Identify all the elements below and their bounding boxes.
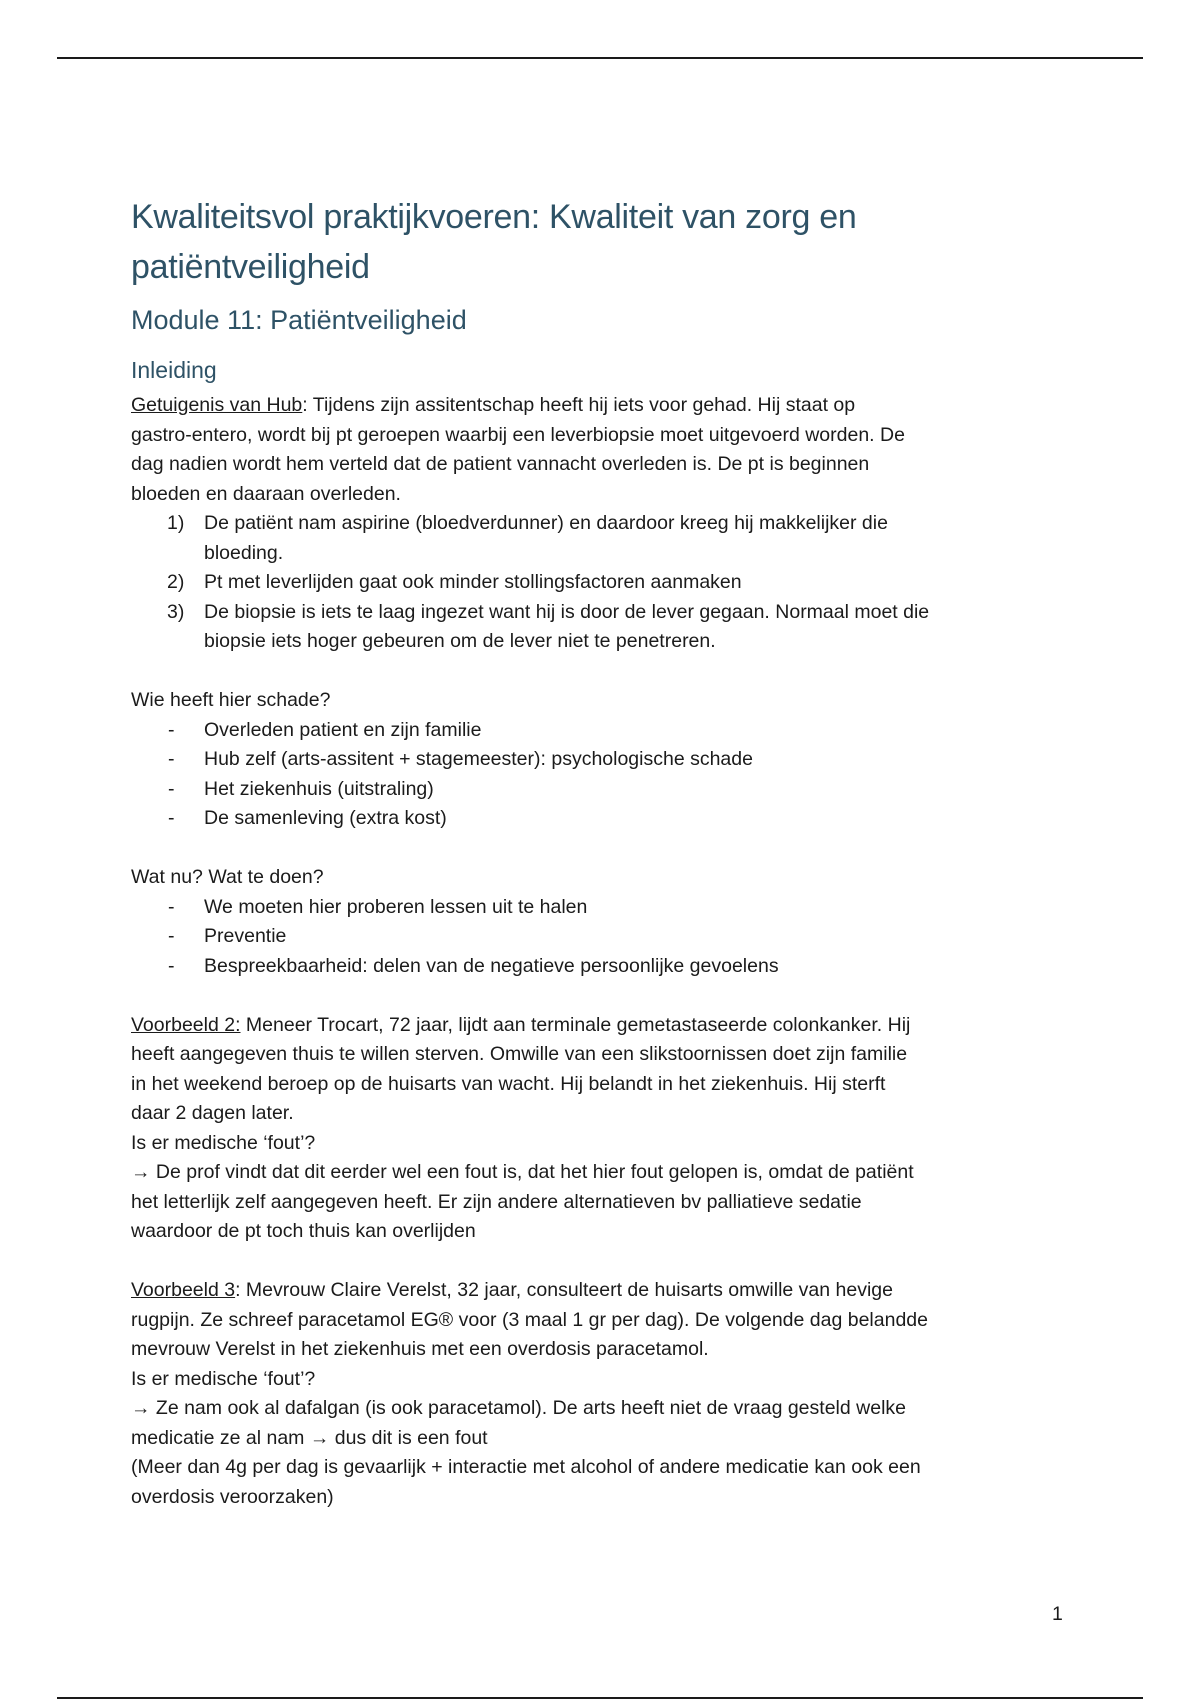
paragraph-line — [131, 1011, 1071, 1041]
list-item-text: Het ziekenhuis (uitstraling) — [204, 777, 434, 800]
dash-marker: - — [168, 777, 175, 800]
list-item — [131, 509, 1071, 568]
list-item — [131, 598, 1071, 657]
list-item-text: De biopsie is iets te laag ingezet want hij is door de lever gegaan. Normaal moet die — [204, 600, 930, 623]
dash-marker: - — [168, 954, 175, 977]
spacer — [131, 657, 1071, 687]
list-item — [131, 775, 1071, 805]
list-marker: 1) — [167, 512, 185, 534]
paragraph-line: → De prof vindt dat dit eerder wel een fout is, dat het hier fout gelopen is, omdat de patiënt — [131, 1161, 914, 1183]
hub-numbered-list — [131, 509, 1071, 657]
spacer — [131, 1247, 1071, 1277]
list-item — [131, 804, 1071, 834]
paragraph-line: mevrouw Verelst in het ziekenhuis met een overdosis paracetamol. — [131, 1338, 709, 1360]
paragraph-line — [131, 1276, 1071, 1306]
schade-list — [131, 716, 1071, 834]
list-item — [131, 952, 1071, 982]
dash-marker: - — [168, 718, 175, 741]
paragraph-line: gastro-entero, wordt bij pt geroepen waarbij een leverbiopsie moet uitgevoerd worden. De — [131, 423, 905, 446]
list-item-text: biopsie iets hoger gebeuren om de lever niet te penetreren. — [204, 630, 716, 652]
text-fragment: Meneer Trocart, 72 jaar, lijdt aan terminale gemetastaseerde colonkanker. Hij — [240, 1013, 911, 1036]
list-item — [131, 716, 1071, 746]
list-item-text: Pt met leverlijden gaat ook minder stollingsfactoren aanmaken — [204, 571, 742, 593]
list-marker: 3) — [167, 600, 185, 623]
dash-marker: - — [168, 807, 175, 829]
list-item-text: We moeten hier proberen lessen uit te halen — [204, 895, 588, 918]
list-item — [131, 568, 1071, 598]
voorbeeld-2-paragraph — [131, 1011, 1071, 1247]
list-item-text: Hub zelf (arts-assitent + stagemeester): psychologische schade — [204, 748, 753, 770]
paragraph-line: medicatie ze al nam → dus dit is een fout — [131, 1426, 488, 1449]
title-line-2: patiëntveiligheid — [131, 248, 370, 286]
dash-marker: - — [168, 895, 175, 918]
page-number: 1 — [1052, 1603, 1063, 1625]
paragraph-line: → Ze nam ook al dafalgan (is ook paracetamol). De arts heeft niet de vraag gesteld welke — [131, 1397, 906, 1419]
title-line-1: Kwaliteitsvol praktijkvoeren: Kwaliteit van zorg en — [131, 198, 857, 236]
paragraph-line: rugpijn. Ze schreef paracetamol EG® voor (3 maal 1 gr per dag). De volgende dag belandde — [131, 1308, 928, 1331]
list-item-text: De patiënt nam aspirine (bloedverdunner) en daardoor kreeg hij makkelijker die — [204, 512, 888, 534]
list-item-text: bloeding. — [204, 541, 284, 564]
dash-marker: - — [168, 748, 175, 770]
list-item-text: Preventie — [204, 925, 287, 947]
document-title — [131, 192, 1071, 292]
list-item — [131, 745, 1071, 775]
hub-label: Getuigenis van Hub — [131, 394, 303, 416]
voorbeeld-3-paragraph — [131, 1276, 1071, 1512]
spacer — [131, 834, 1071, 864]
dash-marker: - — [168, 925, 175, 947]
paragraph-line: (Meer dan 4g per dag is gevaarlijk + interactie met alcohol of andere medicatie kan ook een — [131, 1456, 921, 1478]
paragraph-line: in het weekend beroep op de huisarts van wacht. Hij belandt in het ziekenhuis. Hij sterft — [131, 1072, 886, 1095]
list-item-text: Overleden patient en zijn familie — [204, 718, 482, 741]
paragraph-line: waardoor de pt toch thuis kan overlijden — [131, 1220, 476, 1242]
watnu-question: Wat nu? Wat te doen? — [131, 866, 324, 888]
list-item-text: De samenleving (extra kost) — [204, 807, 447, 829]
paragraph-line: Is er medische ‘fout’? — [131, 1367, 316, 1390]
paragraph-line: dag nadien wordt hem verteld dat de patient vannacht overleden is. De pt is beginnen — [131, 453, 870, 475]
watnu-list — [131, 893, 1071, 982]
spacer — [131, 981, 1071, 1011]
text-fragment: : Mevrouw Claire Verelst, 32 jaar, consulteert de huisarts omwille van hevige — [235, 1279, 893, 1301]
document-page — [131, 192, 1071, 1512]
bottom-rule — [57, 1697, 1143, 1699]
paragraph-line: bloeden en daaraan overleden. — [131, 482, 401, 505]
paragraph-line: Is er medische ‘fout’? — [131, 1131, 316, 1154]
paragraph-line — [131, 391, 1071, 421]
top-rule — [57, 57, 1143, 59]
list-item — [131, 893, 1071, 923]
paragraph-line: overdosis veroorzaken) — [131, 1485, 334, 1508]
voorbeeld-2-label: Voorbeeld 2: — [131, 1013, 241, 1036]
schade-question: Wie heeft hier schade? — [131, 689, 331, 711]
hub-paragraph — [131, 391, 1071, 509]
list-item-text: Bespreekbaarheid: delen van de negatieve persoonlijke gevoelens — [204, 954, 779, 977]
list-marker: 2) — [167, 571, 185, 593]
voorbeeld-3-label: Voorbeeld 3 — [131, 1279, 236, 1301]
section-heading: Inleiding — [131, 357, 217, 383]
paragraph-line: het letterlijk zelf aangegeven heeft. Er zijn andere alternatieven bv palliatieve sedatie — [131, 1190, 862, 1213]
paragraph-line: heeft aangegeven thuis te willen sterven. Omwille van een slikstoornissen doet zijn familie — [131, 1043, 908, 1065]
module-heading: Module 11: Patiëntveiligheid — [131, 305, 467, 335]
paragraph-line: daar 2 dagen later. — [131, 1102, 294, 1124]
list-item — [131, 922, 1071, 952]
text-fragment: : Tijdens zijn assitentschap heeft hij iets voor gehad. Hij staat op — [302, 394, 856, 416]
